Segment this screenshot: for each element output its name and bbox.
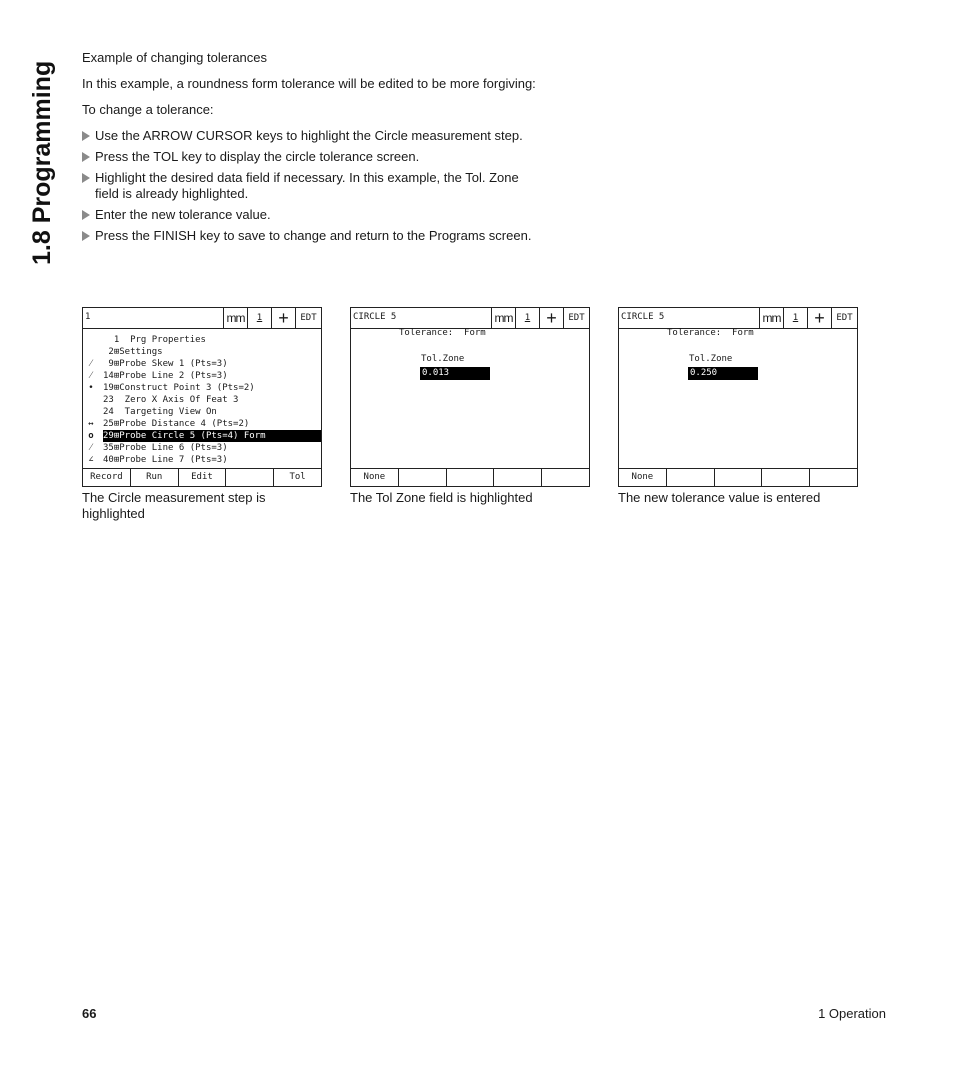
arrow-bullet-icon — [82, 173, 90, 183]
edit-softkey[interactable]: Edit — [178, 469, 226, 486]
program-list-screen — [82, 307, 322, 487]
screen-title: 1 — [85, 312, 91, 322]
softkey-bar — [351, 468, 589, 486]
program-step[interactable] — [83, 334, 321, 346]
empty-softkey[interactable] — [446, 469, 494, 486]
run-softkey[interactable]: Run — [130, 469, 178, 486]
step-label: 29⊞Probe Circle 5 (Pts=4) Form — [103, 430, 321, 442]
step-item — [82, 149, 542, 165]
step-text: Press the TOL key to display the circle tolerance screen. — [95, 149, 420, 164]
screen-caption: The Circle measurement step is highlighted — [82, 490, 266, 521]
program-step[interactable] — [83, 442, 321, 454]
step-item — [82, 128, 542, 144]
chapter-label: 1 Operation — [818, 1006, 886, 1021]
screen-caption: The new tolerance value is entered — [618, 490, 821, 505]
step-item — [82, 228, 542, 244]
crosshair-icon: + — [539, 308, 563, 328]
softkey-bar — [619, 468, 857, 486]
step-label: 35⊞Probe Line 6 (Pts=3) — [103, 443, 228, 453]
edit-mode-indicator: EDT — [831, 308, 857, 328]
program-step[interactable] — [83, 394, 321, 406]
step-text: Highlight the desired data field if necessary. In this example, the Tol. Zone field is already highlighted. — [95, 170, 519, 201]
page-number: 66 — [82, 1006, 97, 1021]
arrow-bullet-icon — [82, 231, 90, 241]
line-icon: ⁄ — [90, 443, 92, 453]
arrow-bullet-icon — [82, 131, 90, 141]
axis-icon: 1 — [783, 308, 807, 328]
procedure-lead: To change a tolerance: — [82, 102, 214, 117]
step-label: 2⊞Settings — [103, 347, 163, 357]
tolerance-screen-before — [350, 307, 590, 487]
empty-softkey[interactable] — [714, 469, 762, 486]
step-label: 1 Prg Properties — [103, 335, 206, 345]
tol-zone-field[interactable]: 0.250 — [688, 367, 758, 380]
point-icon: • — [88, 383, 94, 393]
edit-mode-indicator: EDT — [563, 308, 589, 328]
tolerance-type-label: Tolerance: Form — [667, 328, 754, 338]
header-icons — [223, 308, 321, 328]
step-label: 40⊞Probe Line 7 (Pts=3) — [103, 455, 228, 465]
record-softkey[interactable]: Record — [90, 472, 123, 482]
step-item — [82, 207, 542, 223]
none-softkey[interactable]: None — [631, 472, 654, 482]
empty-softkey[interactable] — [761, 469, 809, 486]
tolerance-screen-after — [618, 307, 858, 487]
tol-zone-label: Tol.Zone — [689, 354, 733, 364]
screen-header — [351, 308, 589, 329]
edit-mode-indicator: EDT — [295, 308, 321, 328]
screen-caption: The Tol Zone field is highlighted — [350, 490, 533, 505]
units-icon: mm — [491, 308, 515, 328]
arrow-bullet-icon — [82, 210, 90, 220]
axis-icon: 1 — [515, 308, 539, 328]
empty-softkey[interactable] — [809, 469, 857, 486]
units-icon: mm — [223, 308, 247, 328]
step-text: Enter the new tolerance value. — [95, 207, 271, 222]
tol-zone-label: Tol.Zone — [421, 354, 465, 364]
tolerance-type-label: Tolerance: Form — [399, 328, 486, 338]
section-title — [18, 50, 58, 270]
step-label: 14⊞Probe Line 2 (Pts=3) — [103, 371, 228, 381]
step-label: 19⊞Construct Point 3 (Pts=2) — [103, 383, 255, 393]
crosshair-icon: + — [807, 308, 831, 328]
axis-icon: 1 — [247, 308, 271, 328]
screen-header — [619, 308, 857, 329]
step-label: 23 Zero X Axis Of Feat 3 — [103, 395, 239, 405]
tol-softkey[interactable]: Tol — [273, 469, 321, 486]
screen-title: CIRCLE 5 — [621, 312, 665, 322]
program-step[interactable] — [83, 418, 321, 430]
step-label: 24 Targeting View On — [103, 407, 217, 417]
program-step[interactable] — [83, 358, 321, 370]
empty-softkey[interactable] — [666, 469, 714, 486]
step-text: Press the FINISH key to save to change and return to the Programs screen. — [95, 228, 532, 243]
program-step[interactable] — [83, 454, 321, 466]
header-icons — [491, 308, 589, 328]
crosshair-icon: + — [271, 308, 295, 328]
program-step[interactable] — [83, 406, 321, 418]
step-item — [82, 170, 542, 202]
arrow-bullet-icon — [82, 152, 90, 162]
empty-softkey[interactable] — [493, 469, 541, 486]
none-softkey[interactable]: None — [363, 472, 386, 482]
header-icons — [759, 308, 857, 328]
program-step[interactable] — [83, 370, 321, 382]
program-step-list — [83, 334, 321, 466]
softkey-bar — [83, 468, 321, 486]
empty-softkey[interactable] — [225, 469, 273, 486]
skew-line-icon: ⁄ — [90, 359, 92, 369]
empty-softkey[interactable] — [541, 469, 589, 486]
circle-icon: o — [88, 431, 94, 441]
line-icon: ⁄ — [90, 371, 92, 381]
program-step[interactable] — [83, 346, 321, 358]
distance-icon: ↔ — [88, 419, 94, 429]
screen-header — [83, 308, 321, 329]
instructions — [82, 50, 542, 249]
angle-icon: ∠ — [88, 455, 94, 465]
example-description: In this example, a roundness form tolerance will be edited to be more forgiving: — [82, 76, 536, 91]
section-title-text: 1.8 Programming — [28, 60, 56, 265]
example-heading: Example of changing tolerances — [82, 50, 268, 65]
units-icon: mm — [759, 308, 783, 328]
program-step-selected[interactable] — [83, 430, 321, 442]
step-label: 25⊞Probe Distance 4 (Pts=2) — [103, 419, 250, 429]
step-label: 9⊞Probe Skew 1 (Pts=3) — [103, 359, 228, 369]
screen-title: CIRCLE 5 — [353, 312, 397, 322]
step-text: Use the ARROW CURSOR keys to highlight the Circle measurement step. — [95, 128, 523, 143]
step-list — [82, 128, 542, 244]
tol-zone-field[interactable]: 0.013 — [420, 367, 490, 380]
program-step[interactable] — [83, 382, 321, 394]
empty-softkey[interactable] — [398, 469, 446, 486]
